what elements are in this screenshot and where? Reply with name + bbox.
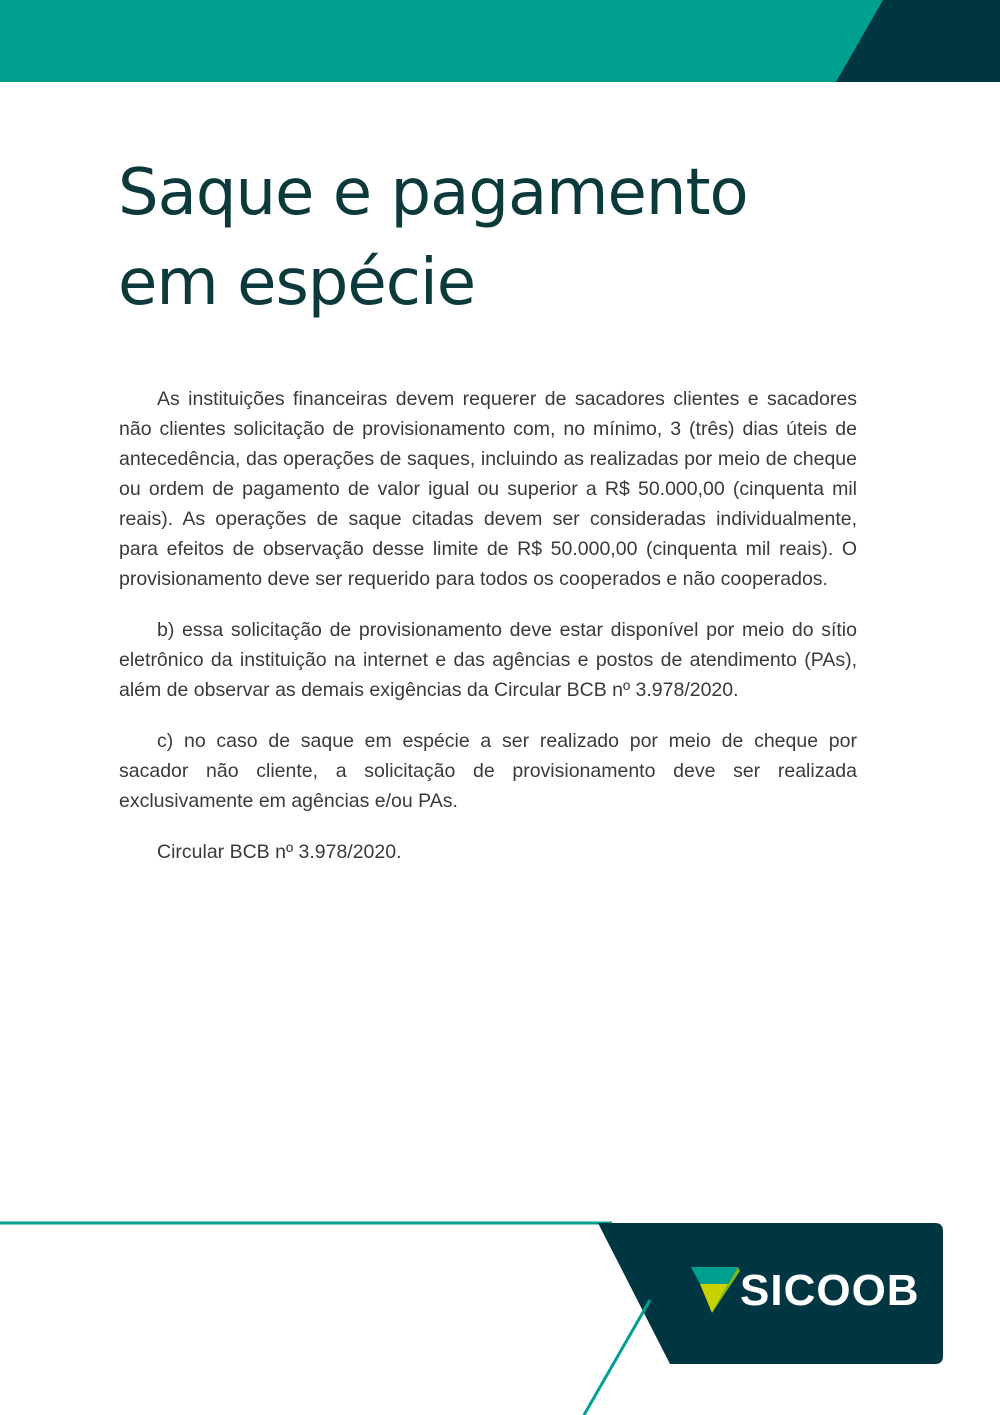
page-title (118, 148, 898, 328)
body-text (119, 384, 857, 888)
paragraph-item-c: c) no caso de saque em espécie a ser realizado por meio de cheque por sacador não cliente, a solicitação de provisionamento deve ser realizada exclusivamente em agências e/ou PAs. (119, 730, 857, 812)
header-band (0, 0, 1000, 82)
footer-teal-diagonal (584, 1300, 650, 1415)
paragraph-intro: As instituições financeiras devem requerer de sacadores clientes e sacadores não clientes solicitação de provisionamento com, no mínimo, 3 (três) dias úteis de antecedência, das operações de saques, incluindo as realizadas por meio de cheque ou ordem de pagamento de valor igual ou superior a R$ 50.000,00 (cinquenta mil reais). As operações de saque citadas devem ser consideradas individualmente, para efeitos de observação desse limite de R$ 50.000,00 (cinquenta mil reais). O provisionamento deve ser requerido para todos os cooperados e não cooperados. (119, 388, 857, 590)
sicoob-logo-text: SICOOB (740, 1266, 920, 1315)
page-title-line-1: Saque e pagamento (118, 156, 748, 230)
paragraph-reference: Circular BCB nº 3.978/2020. (157, 841, 402, 863)
paragraph-item-b: b) essa solicitação de provisionamento deve estar disponível por meio do sítio eletrônico da instituição na internet e das agências e postos de atendimento (PAs), além de observar as demais exigências da Circular BCB nº 3.978/2020. (119, 619, 857, 701)
page-title-line-2: em espécie (118, 246, 476, 320)
